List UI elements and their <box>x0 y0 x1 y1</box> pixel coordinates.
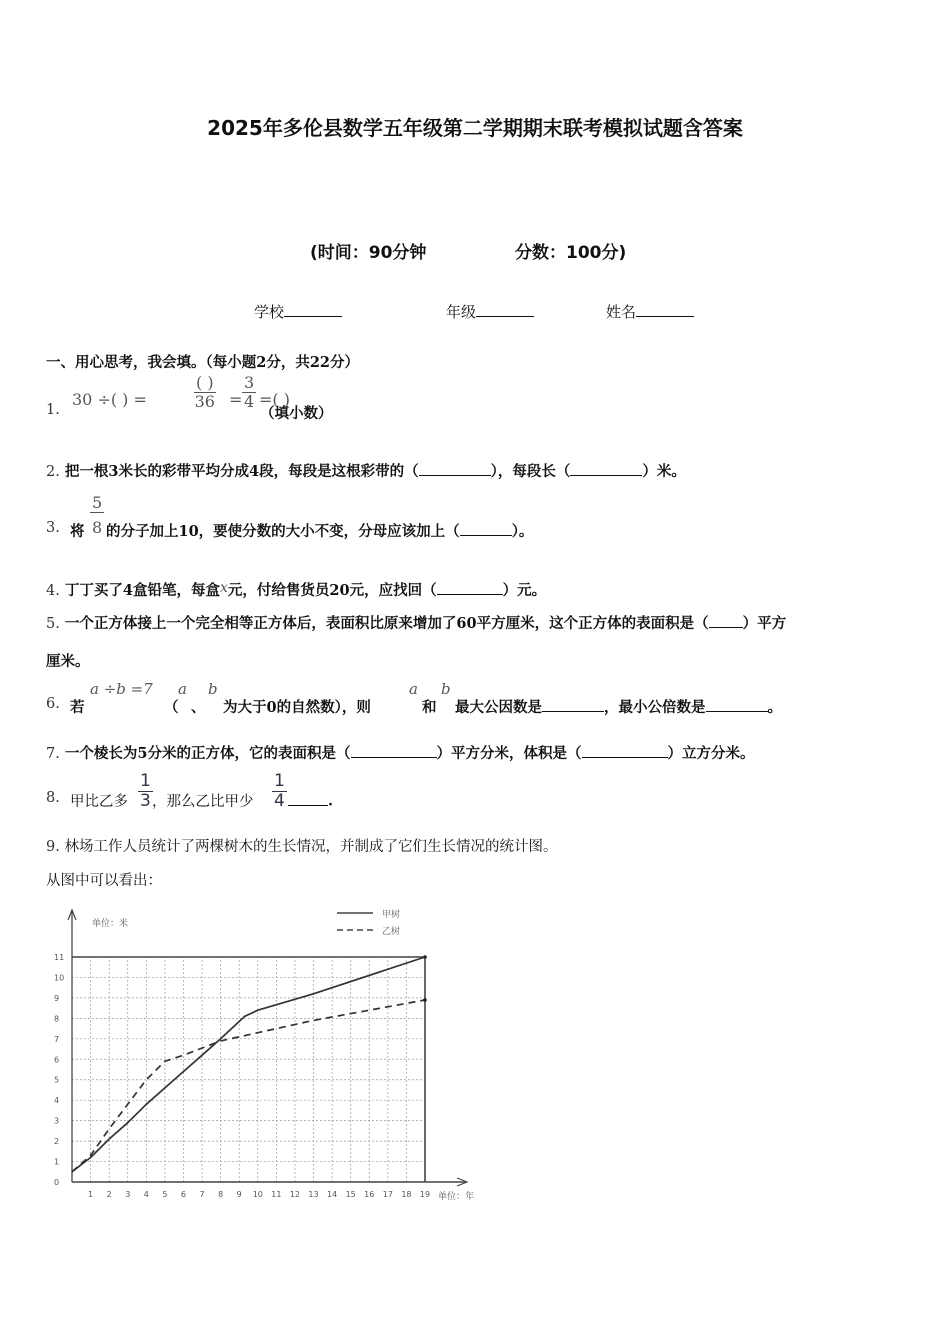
svg-text:乙树: 乙树 <box>382 927 401 937</box>
svg-text:5: 5 <box>162 1190 168 1199</box>
variable: x <box>220 580 228 596</box>
answer-blank[interactable] <box>582 743 668 759</box>
svg-text:2: 2 <box>106 1190 112 1199</box>
question-6 <box>46 680 906 720</box>
answer-blank[interactable] <box>288 790 328 806</box>
answer-blank[interactable] <box>570 461 642 477</box>
svg-text:3: 3 <box>54 1116 60 1126</box>
question-number: 1. <box>46 402 60 418</box>
answer-blank[interactable] <box>351 743 437 759</box>
svg-text:6: 6 <box>54 1055 60 1065</box>
variable: a <box>178 680 187 698</box>
math-expression: 30 ÷( ) = <box>72 390 147 409</box>
name-label: 姓名 <box>606 303 637 321</box>
question-number: 4. <box>46 583 60 599</box>
answer-blank[interactable] <box>709 613 743 629</box>
school-label: 学校 <box>254 303 285 321</box>
question-text: 甲比乙多 <box>70 794 128 810</box>
svg-text:单位：米: 单位：米 <box>92 919 129 929</box>
question-number: 8. <box>46 790 60 806</box>
question-9-followup: 从图中可以看出： <box>46 873 162 889</box>
grade-field[interactable] <box>446 301 534 322</box>
variable: a <box>409 680 418 698</box>
question-number: 9. <box>46 839 60 855</box>
math-expression: a ÷b =7 <box>90 680 153 698</box>
answer-area: . <box>288 790 333 810</box>
question-text: ）立方分米。 <box>667 745 755 762</box>
question-text: ），每段长（ <box>490 463 571 480</box>
answer-blank[interactable] <box>419 461 491 477</box>
question-text: 林场工作人员统计了两棵树木的生长情况，并制成了它们生长情况的统计图。 <box>64 839 558 855</box>
question-7 <box>46 742 755 763</box>
svg-text:12: 12 <box>289 1190 301 1199</box>
question-number: 3. <box>46 520 60 536</box>
svg-text:17: 17 <box>382 1190 393 1199</box>
school-field[interactable] <box>254 301 342 322</box>
svg-text:11: 11 <box>54 953 65 962</box>
question-text: （ <box>164 699 179 716</box>
svg-text:15: 15 <box>345 1190 356 1199</box>
svg-text:8: 8 <box>54 1014 60 1024</box>
svg-text:4: 4 <box>143 1190 149 1199</box>
svg-text:单位：年: 单位：年 <box>438 1192 475 1202</box>
question-text: ）平方分米，体积是（ <box>436 745 582 762</box>
svg-text:16: 16 <box>364 1190 375 1199</box>
question-number: 6. <box>46 696 60 712</box>
question-number: 2. <box>46 464 60 480</box>
question-5-continued: 厘米。 <box>46 653 90 670</box>
variable: b <box>441 680 451 698</box>
hint-note: （填小数） <box>260 405 333 422</box>
question-text: 一个正方体接上一个完全相等正方体后，表面积比原来增加了60平方厘米，这个正方体的表面积是（ <box>64 615 709 632</box>
page-title: 2025年多伦县数学五年级第二学期期末联考模拟试题含答案 <box>207 116 743 140</box>
name-field[interactable] <box>606 301 694 322</box>
variable: b <box>208 680 218 698</box>
question-9 <box>46 835 557 856</box>
question-text: 元，付给售货员20元，应找回（ <box>227 582 437 599</box>
svg-text:3: 3 <box>125 1190 131 1199</box>
svg-text:5: 5 <box>54 1075 60 1085</box>
line-chart <box>40 900 500 1220</box>
svg-text:19: 19 <box>419 1190 431 1199</box>
question-text: 为大于0的自然数），则 <box>223 699 371 716</box>
question-text: 和 <box>422 699 437 716</box>
svg-text:9: 9 <box>236 1190 242 1199</box>
question-text: ）平方 <box>742 615 787 632</box>
question-text: 若 <box>70 699 85 716</box>
equals: = <box>229 390 243 409</box>
question-text: ，那么乙比甲少 <box>152 794 254 810</box>
question-text: 一个棱长为5分米的正方体，它的表面积是（ <box>64 745 351 762</box>
exam-time: (时间：90分钟 <box>310 243 427 263</box>
question-text: ）米。 <box>642 463 686 480</box>
answer-blank[interactable] <box>460 521 512 537</box>
fraction: $\frac{1}{4}$ <box>274 771 285 811</box>
question-number: 7. <box>46 746 60 762</box>
exam-score: 分数：100分) <box>515 243 627 263</box>
svg-text:10: 10 <box>252 1190 263 1199</box>
fraction: $\frac{5}{8}$ <box>92 493 103 537</box>
question-2 <box>46 460 686 481</box>
answer-blank[interactable] <box>542 697 604 713</box>
question-text: 的分子加上10，要使分数的大小不变，分母应该加上（ ）。 <box>106 520 533 541</box>
question-text: ）元。 <box>502 582 547 599</box>
question-text: 最大公因数是 ，最小公倍数是 。 <box>455 696 782 717</box>
answer-blank[interactable] <box>706 697 768 713</box>
svg-text:7: 7 <box>199 1190 205 1199</box>
section-heading: 一、用心思考，我会填。（每小题2分，共22分） <box>46 354 360 371</box>
svg-text:18: 18 <box>401 1190 412 1199</box>
svg-text:6: 6 <box>180 1190 187 1199</box>
question-4 <box>46 579 546 600</box>
question-text: 把一根3米长的彩带平均分成4段，每段是这根彩带的（ <box>64 463 419 480</box>
svg-text:10: 10 <box>54 973 65 983</box>
question-number: 5. <box>46 616 60 632</box>
fraction: $\frac{1}{3}$ <box>140 771 151 811</box>
svg-text:1: 1 <box>88 1190 94 1199</box>
question-5 <box>46 612 786 633</box>
svg-text:4: 4 <box>54 1096 60 1106</box>
question-text: 丁丁买了4盒铅笔，每盒 <box>64 582 220 599</box>
svg-text:11: 11 <box>271 1190 282 1199</box>
tree-growth-chart <box>40 900 500 1220</box>
svg-text:0: 0 <box>54 1178 60 1187</box>
grade-label: 年级 <box>446 303 477 321</box>
svg-text:1: 1 <box>54 1157 60 1167</box>
fraction: $\frac{3}{4}$ <box>244 373 255 411</box>
separator: 、 <box>191 699 206 716</box>
fraction: ( ) 36 <box>194 373 215 411</box>
answer-blank[interactable] <box>437 580 503 596</box>
svg-text:14: 14 <box>327 1190 338 1199</box>
svg-text:9: 9 <box>54 993 60 1003</box>
svg-text:2: 2 <box>54 1137 60 1147</box>
svg-text:8: 8 <box>218 1190 224 1199</box>
question-text: 将 <box>70 523 85 540</box>
svg-text:13: 13 <box>308 1190 319 1199</box>
math-expression: =( ) <box>259 390 290 409</box>
svg-text:7: 7 <box>54 1034 60 1044</box>
svg-text:甲树: 甲树 <box>382 910 401 920</box>
